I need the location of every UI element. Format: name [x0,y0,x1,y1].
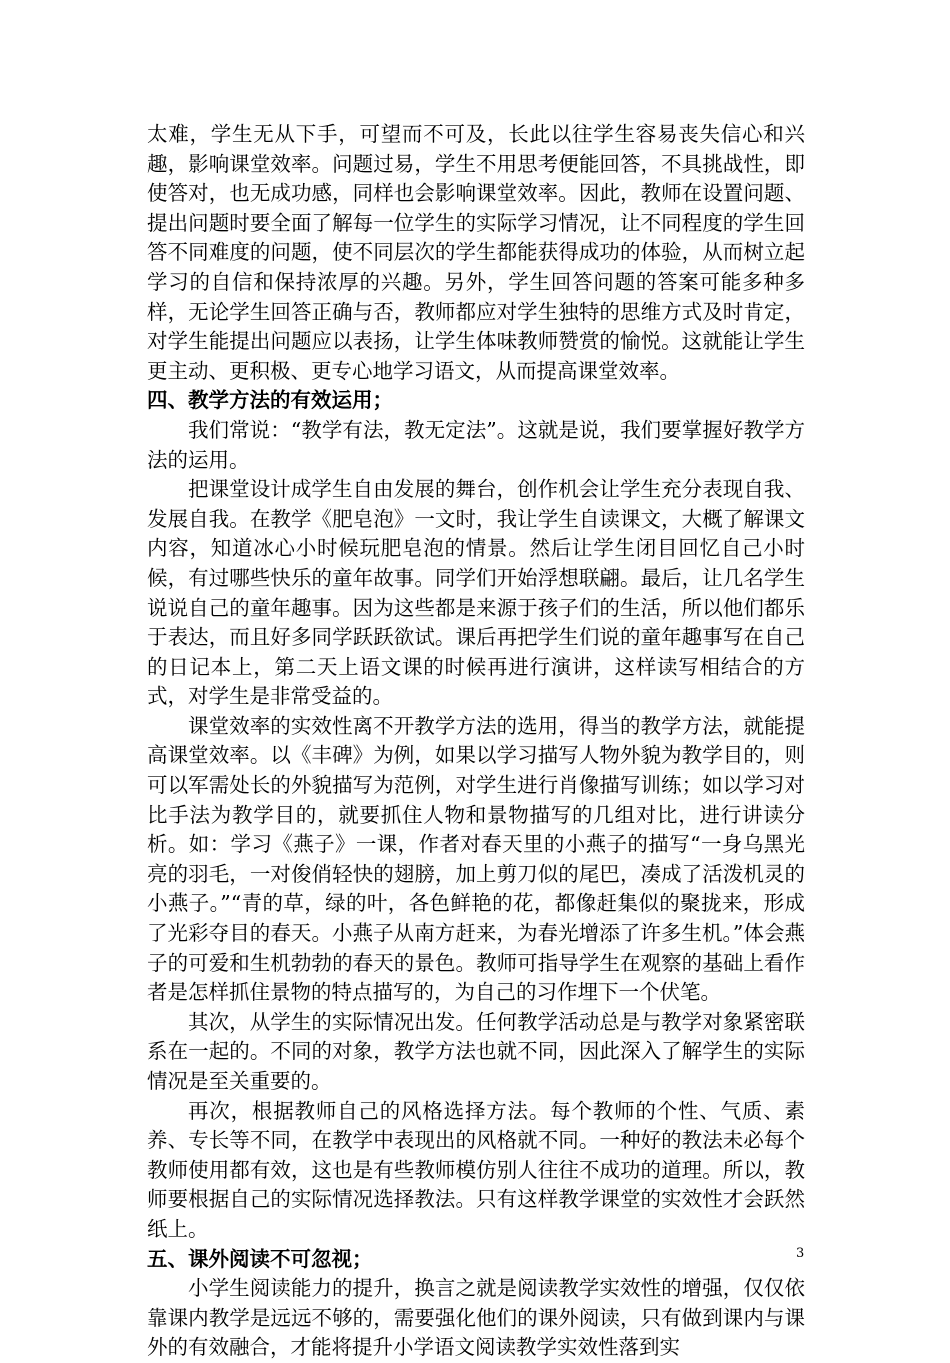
paragraph: 小学生阅读能力的提升，换言之就是阅读教学实效性的增强，仅仅依靠课内教学是远远不够的，需要强化他们的课外阅读，只有做到课内与课外的有效融合，才能将提升小学语文阅读教学实效性落到实 [147,1276,805,1360]
page-number: 3 [796,1246,805,1261]
section-heading-5: 五、课外阅读不可忽视； [147,1246,373,1271]
paragraph: 再次，根据教师自己的风格选择方法。每个教师的个性、气质、素养、专长等不同，在教学中表现出的风格就不同。一种好的教法未必每个教师使用都有效，这也是有些教师模仿别人往往不成功的道理。所以，教师要根据自己的实际情况选择教法。只有这样教学课堂的实效性才会跃然纸上。 [147,1098,805,1241]
paragraph-continuation: 太难，学生无从下手，可望而不可及，长此以往学生容易丧失信心和兴趣，影响课堂效率。问题过易，学生不用思考便能回答，不具挑战性，即使答对，也无成功感，同样也会影响课堂效率。因此，教师在设置问题、提出问题时要全面了解每一位学生的实际学习情况，让不同程度的学生回答不同难度的问题，使不同层次的学生都能获得成功的体验，从而树立起学习的自信和保持浓厚的兴趣。另外，学生回答问题的答案可能多种多样，无论学生回答正确与否，教师都应对学生独特的思维方式及时肯定，对学生能提出问题应以表扬，让学生体味教师赞赏的愉悦。这就能让学生更主动、更积极、更专心地学习语文，从而提高课堂效率。 [147,122,805,383]
paragraph: 我们常说：“教学有法，教无定法”。这就是说，我们要掌握好教学方法的运用。 [147,417,805,472]
paragraph: 把课堂设计成学生自由发展的舞台，创作机会让学生充分表现自我、发展自我。在教学《肥皂泡》一文时，我让学生自读课文，大概了解课文内容，知道冰心小时候玩肥皂泡的情景。然后让学生闭目回忆自己小时候，有过哪些快乐的童年故事。同学们开始浮想联翩。最后，让几名学生说说自己的童年趣事。因为这些都是来源于孩子们的生活，所以他们都乐于表达，而且好多同学跃跃欲试。课后再把学生们说的童年趣事写在自己的日记本上，第二天上语文课的时候再进行演讲，这样读写相结合的方式，对学生是非常受益的。 [147,477,805,709]
paragraph: 课堂效率的实效性离不开教学方法的选用，得当的教学方法，就能提高课堂效率。以《丰碑》为例，如果以学习描写人物外貌为教学目的，则可以军需处长的外貌描写为范例，对学生进行肖像描写训练；如以学习对比手法为教学目的，就要抓住人物和景物描写的几组对比，进行讲读分析。如：学习《燕子》一课，作者对春天里的小燕子的描写“一身乌黑光亮的羽毛，一对俊俏轻快的翅膀，加上剪刀似的尾巴，凑成了活泼机灵的小燕子。”“青的草，绿的叶，各色鲜艳的花，都像赶集似的聚拢来，形成了光彩夺目的春天。小燕子从南方赶来，为春光增添了许多生机。”体会燕子的可爱和生机勃勃的春天的景色。教师可指导学生在观察的基础上看作者是怎样抓住景物的特点描写的，为自己的习作埋下一个伏笔。 [147,713,805,1005]
section-heading-4: 四、教学方法的有效运用； [147,388,393,413]
document-body [147,120,805,1363]
paragraph: 其次，从学生的实际情况出发。任何教学活动总是与教学对象紧密联系在一起的。不同的对象，教学方法也就不同，因此深入了解学生的实际情况是至关重要的。 [147,1009,805,1093]
